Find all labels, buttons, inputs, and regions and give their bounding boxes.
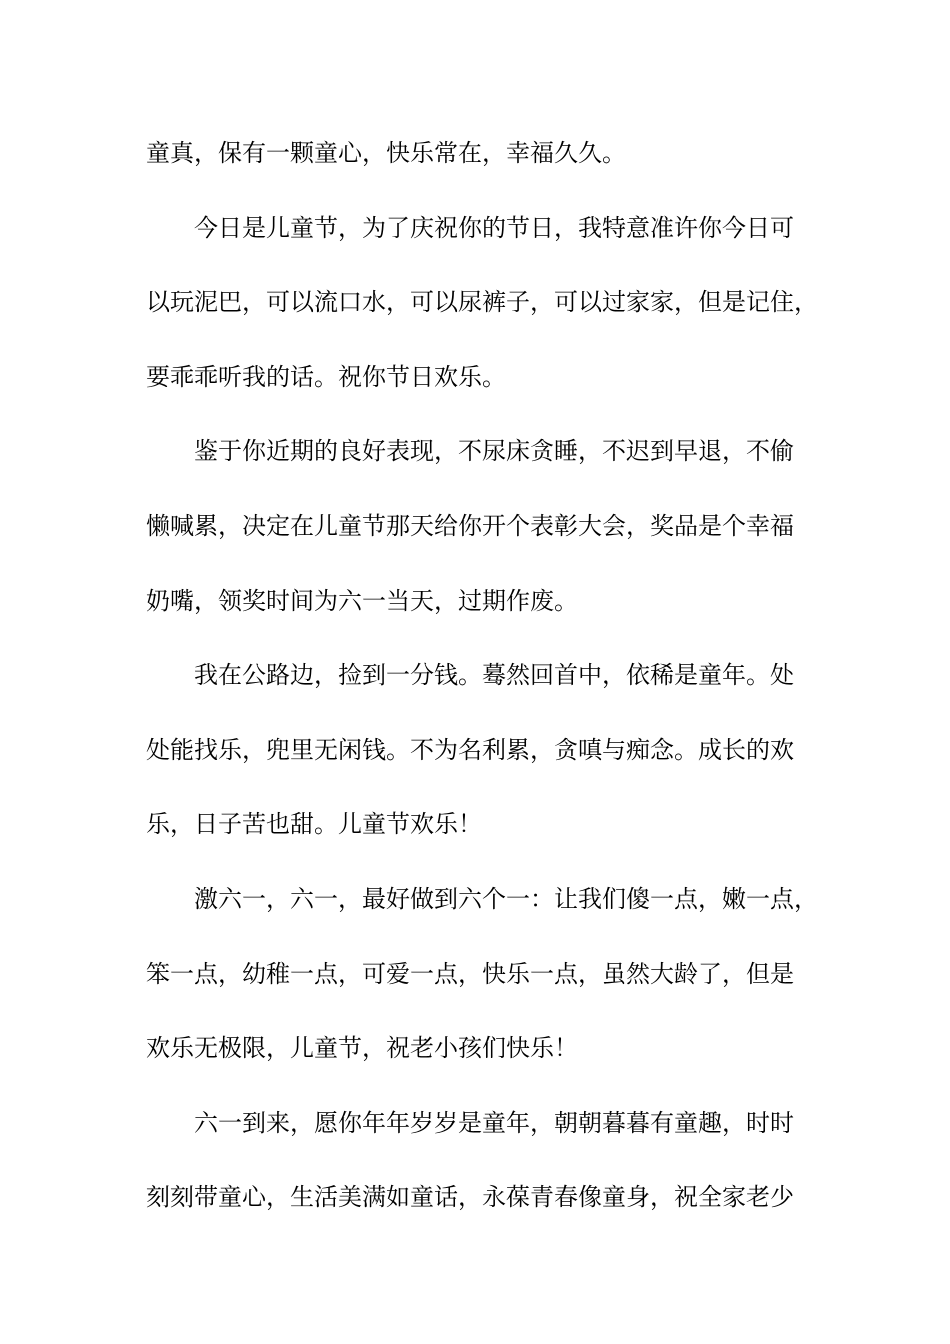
text-line-3: 以玩泥巴，可以流口水，可以尿裤子，可以过家家，但是记住， — [146, 288, 818, 317]
text-line-1: 童真，保有一颗童心，快乐常在，幸福久久。 — [146, 139, 626, 167]
text-line-15: 刻刻带童心，生活美满如童话，永葆青春像童身，祝全家老少 — [146, 1183, 794, 1212]
text-line-14: 六一到来，愿你年年岁岁是童年，朝朝暮暮有童趣，时时 — [194, 1108, 794, 1137]
text-line-4: 要乖乖听我的话。祝你节日欢乐。 — [146, 362, 506, 391]
text-line-9: 处能找乐，兜里无闲钱。不为名利累，贪嗔与痴念。成长的欢 — [146, 735, 794, 764]
text-line-12: 笨一点，幼稚一点，可爱一点，快乐一点，虽然大龄了，但是 — [146, 959, 794, 988]
text-line-5: 鉴于你近期的良好表现，不尿床贪睡，不迟到早退，不偷 — [194, 437, 794, 466]
text-line-10: 乐，日子苦也甜。儿童节欢乐！ — [146, 810, 482, 839]
text-line-6: 懒喊累，决定在儿童节那天给你开个表彰大会，奖品是个幸福 — [146, 511, 794, 540]
document-body — [146, 128, 818, 1247]
text-line-11: 激六一，六一，最好做到六个一：让我们傻一点，嫩一点， — [194, 884, 818, 913]
text-line-13: 欢乐无极限，儿童节，祝老小孩们快乐！ — [146, 1034, 578, 1063]
text-line-8: 我在公路边，捡到一分钱。蓦然回首中，依稀是童年。处 — [194, 661, 794, 690]
text-line-7: 奶嘴，领奖时间为六一当天，过期作废。 — [146, 586, 578, 615]
text-line-2: 今日是儿童节，为了庆祝你的节日，我特意准许你今日可 — [194, 213, 794, 242]
